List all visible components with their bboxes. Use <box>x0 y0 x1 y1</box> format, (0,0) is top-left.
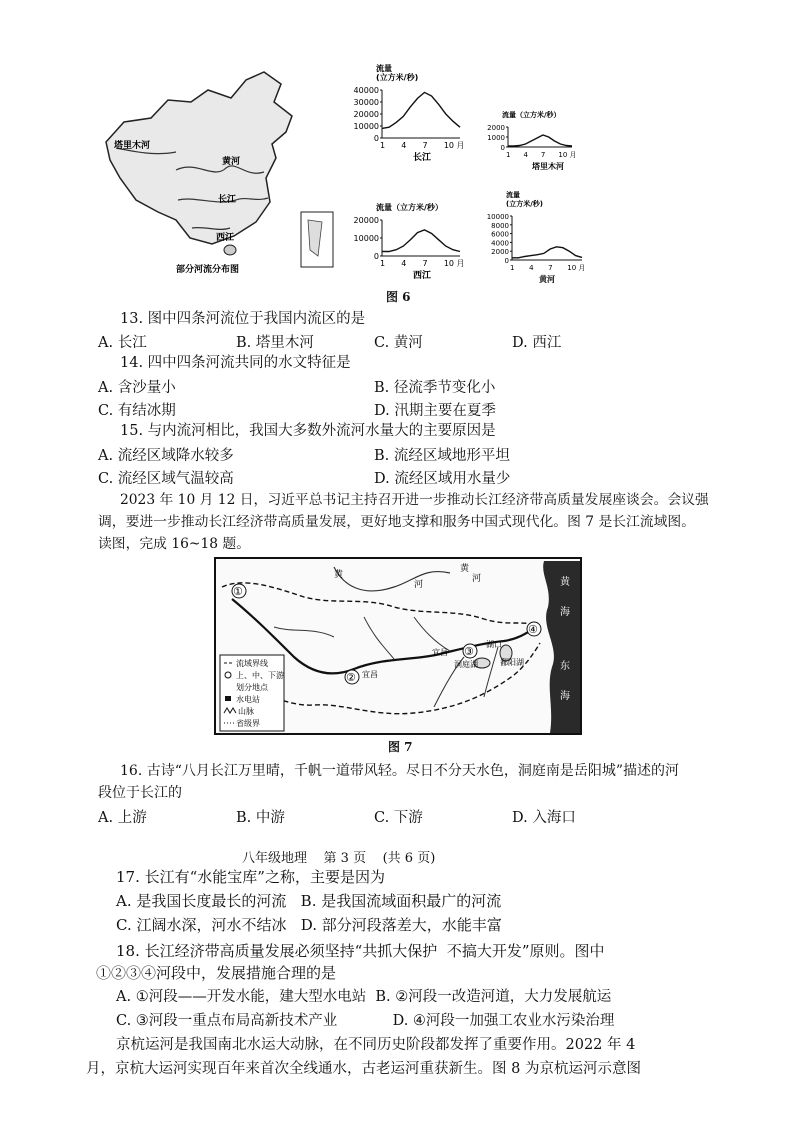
map7-label-yellow2: 河 <box>414 580 424 590</box>
legend-segments: 上、中、下游 <box>236 671 284 680</box>
map7-label-sea4: 海 <box>560 691 570 702</box>
changjiang-chart-title: 长江 <box>413 153 432 163</box>
map7-label-yichang: 宜昌 <box>432 648 448 657</box>
q18-stem-line1: 18. 长江经济带高质量发展必须坚持“共抓大保护 不搞大开发”原则。图中 <box>116 942 605 960</box>
changjiang-ylabel-1: (立方米/秒) <box>376 73 419 82</box>
tarim-xtick-1: 4 <box>523 151 528 159</box>
changjiang-xtick-1: 4 <box>401 141 407 150</box>
legend-province: 省级界 <box>236 719 260 728</box>
tarim-xtick-2: 7 <box>540 151 546 159</box>
huanghe-ytick-0: 10000 <box>486 213 509 221</box>
q13-option-b: B. 塔里木河 <box>236 335 314 351</box>
changjiang-ylabel-0: 流量 <box>376 64 392 73</box>
passage2-line2: 月，京杭大运河实现百年来首次全线通水，古老运河重获新生。图 8 为京杭运河示意图 <box>86 1061 641 1077</box>
huanghe-xtick-2: 7 <box>548 264 553 272</box>
q17-options-cd: C. 江阔水深，河水不结冰 D. 部分河段落差大，水能丰富 <box>116 916 502 934</box>
q18-stem-line2: ①②③④河段中，发展措施合理的是 <box>96 964 337 982</box>
huanghe-ytick-1: 8000 <box>491 221 509 230</box>
passage1-line1: 2023 年 10 月 12 日，习近平总书记主持召开进一步推动长江经济带高质量发展座谈会。会议强 <box>120 492 709 508</box>
huanghe-ylabel-0: 流量 <box>506 191 520 199</box>
map-label-yellow: 黄河 <box>222 157 241 167</box>
huanghe-ylabel-1: (立方米/秒) <box>506 200 543 208</box>
q14-option-d: D. 汛期主要在夏季 <box>374 403 496 419</box>
q16-option-c: C. 下游 <box>374 810 423 826</box>
figure6-caption: 图 6 <box>386 290 411 304</box>
changjiang-series-line <box>382 92 460 128</box>
map7-label-dongting: 洞庭湖 <box>454 660 478 669</box>
legend-mountain: 山脉 <box>238 707 254 716</box>
huanghe-xtick-3: 10 月 <box>567 264 586 272</box>
legend-hydropower: 水电站 <box>236 695 260 704</box>
q15-option-d: D. 流经区域用水量少 <box>374 471 511 487</box>
tarim-series-line <box>508 135 572 146</box>
changjiang-ytick-4: 0 <box>373 134 379 143</box>
page-footer: 八年级地理 第 3 页 (共 6 页) <box>242 851 436 866</box>
map7-legend <box>220 655 284 731</box>
huanghe-chart-title: 黄河 <box>539 275 555 284</box>
xijiang-xtick-1: 4 <box>401 259 407 268</box>
passage1-line3: 读图，完成 16~18 题。 <box>98 536 251 552</box>
legend-points: 划分地点 <box>236 683 268 692</box>
q16-option-b: B. 中游 <box>236 810 285 826</box>
legend-boundary: 流域界线 <box>236 659 268 668</box>
q15-option-b: B. 流经区域地形平坦 <box>374 448 510 464</box>
q14-option-c: C. 有结冰期 <box>98 403 176 419</box>
xijiang-xtick-2: 7 <box>422 259 428 268</box>
q14-option-b: B. 径流季节变化小 <box>374 380 496 396</box>
map7-label-yellow3: 黄 <box>460 564 470 574</box>
xijiang-chart-title: 西江 <box>413 271 432 281</box>
changjiang-xtick-3: 10 月 <box>443 141 465 150</box>
changjiang-ytick-3: 10000 <box>353 122 379 131</box>
q16-stem-line1: 16. 古诗“八月长江万里晴，千帆一道带风轻。尽日不分天水色，洞庭南是岳阳城”描述的河 <box>120 763 680 779</box>
xijiang-ytick-1: 10000 <box>353 234 379 243</box>
map-label-tarim: 塔里木河 <box>114 141 151 151</box>
xijiang-series-line <box>382 230 460 252</box>
tarim-ylabel-0: 流量（立方米/秒） <box>502 111 561 119</box>
huanghe-xtick-1: 4 <box>529 264 534 272</box>
chart-tarim <box>478 105 598 179</box>
xijiang-ylabel-0: 流量（立方米/秒） <box>376 203 443 212</box>
map7-label-yellow1: 黄 <box>334 570 344 580</box>
q15-option-c: C. 流经区域气温较高 <box>98 471 234 487</box>
marker-1: ① <box>233 585 243 598</box>
huanghe-ytick-4: 2000 <box>491 248 509 257</box>
passage2-line1: 京杭运河是我国南北水运大动脉，在不同历史阶段都发挥了重要作用。2022 年 4 <box>116 1037 636 1053</box>
q13-option-a: A. 长江 <box>98 335 147 351</box>
q15-option-a: A. 流经区域降水较多 <box>98 448 234 464</box>
tarim-ytick-2: 0 <box>500 144 505 152</box>
map7-label-sea1: 黄 <box>560 577 570 588</box>
tarim-chart-title: 塔里木河 <box>532 162 564 171</box>
marker-4: ④ <box>528 623 538 636</box>
map7-label-sea3: 东 <box>560 661 570 672</box>
figure7-caption: 图 7 <box>388 740 413 754</box>
huanghe-xtick-0: 1 <box>510 264 515 272</box>
yangtze-basin-map <box>214 557 582 735</box>
map-label-yangtze: 长江 <box>218 195 237 205</box>
q16-option-a: A. 上游 <box>98 810 147 826</box>
q14-option-a: A. 含沙量小 <box>98 380 176 396</box>
map7-label-hukou: 湖口 <box>486 640 502 649</box>
china-river-map <box>96 60 346 280</box>
map-title: 部分河流分布图 <box>176 265 240 275</box>
changjiang-xtick-2: 7 <box>422 141 428 150</box>
xijiang-xtick-0: 1 <box>380 259 386 268</box>
changjiang-xtick-0: 1 <box>380 141 386 150</box>
huanghe-ytick-3: 4000 <box>491 239 509 248</box>
marker-2: ② <box>346 671 356 684</box>
map7-label-sea2: 海 <box>560 607 570 618</box>
xijiang-ytick-0: 20000 <box>353 216 379 225</box>
chart-changjiang <box>342 60 482 184</box>
q18-options-cd: C. ③河段一重点布局高新技术产业 D. ④河段一加强工农业水污染治理 <box>116 1013 615 1029</box>
q13-stem: 13. 图中四条河流位于我国内流区的是 <box>120 311 366 327</box>
huanghe-ytick-5: 0 <box>504 257 509 265</box>
changjiang-ytick-2: 20000 <box>353 110 379 119</box>
huanghe-ytick-2: 6000 <box>491 230 509 239</box>
map-label-xijiang: 西江 <box>216 233 235 243</box>
tarim-xtick-0: 1 <box>506 151 511 159</box>
map7-label-river: 河 <box>472 574 482 584</box>
q16-option-d: D. 入海口 <box>512 810 576 826</box>
chart-xijiang <box>342 202 482 292</box>
map7-label-yichang2: 宜昌 <box>362 670 378 679</box>
xijiang-xtick-3: 10 月 <box>443 259 465 268</box>
q14-stem: 14. 四中四条河流共同的水文特征是 <box>120 355 351 371</box>
changjiang-ytick-0: 40000 <box>353 86 379 95</box>
xijiang-ytick-2: 0 <box>373 252 379 261</box>
passage1-line2: 调，要进一步推动长江经济带高质量发展，更好地支撑和服务中国式现代化。图 7 是长江流域图。 <box>98 514 696 530</box>
q17-options-ab: A. 是我国长度最长的河流 B. 是我国流域面积最广的河流 <box>116 892 502 910</box>
tarim-ytick-0: 2000 <box>487 124 505 132</box>
q18-options-ab: A. ①河段——开发水能，建大型水电站 B. ②河段一改造河道，大力发展航运 <box>116 989 612 1005</box>
changjiang-ytick-1: 30000 <box>353 98 379 107</box>
q16-stem-line2: 段位于长江的 <box>98 785 182 801</box>
map7-label-poyang: 鄱阳湖 <box>500 658 524 667</box>
q13-option-c: C. 黄河 <box>374 335 423 351</box>
tarim-xtick-3: 10 月 <box>558 151 577 159</box>
q15-stem: 15. 与内流河相比，我国大多数外流河水量大的主要原因是 <box>120 423 496 439</box>
marker-3: ③ <box>464 645 474 658</box>
q13-option-d: D. 西江 <box>512 335 562 351</box>
chart-huanghe <box>478 180 598 292</box>
tarim-ytick-1: 1000 <box>487 134 505 142</box>
q17-stem: 17. 长江有“水能宝库”之称，主要是因为 <box>116 868 385 886</box>
huanghe-series-line <box>512 247 582 258</box>
